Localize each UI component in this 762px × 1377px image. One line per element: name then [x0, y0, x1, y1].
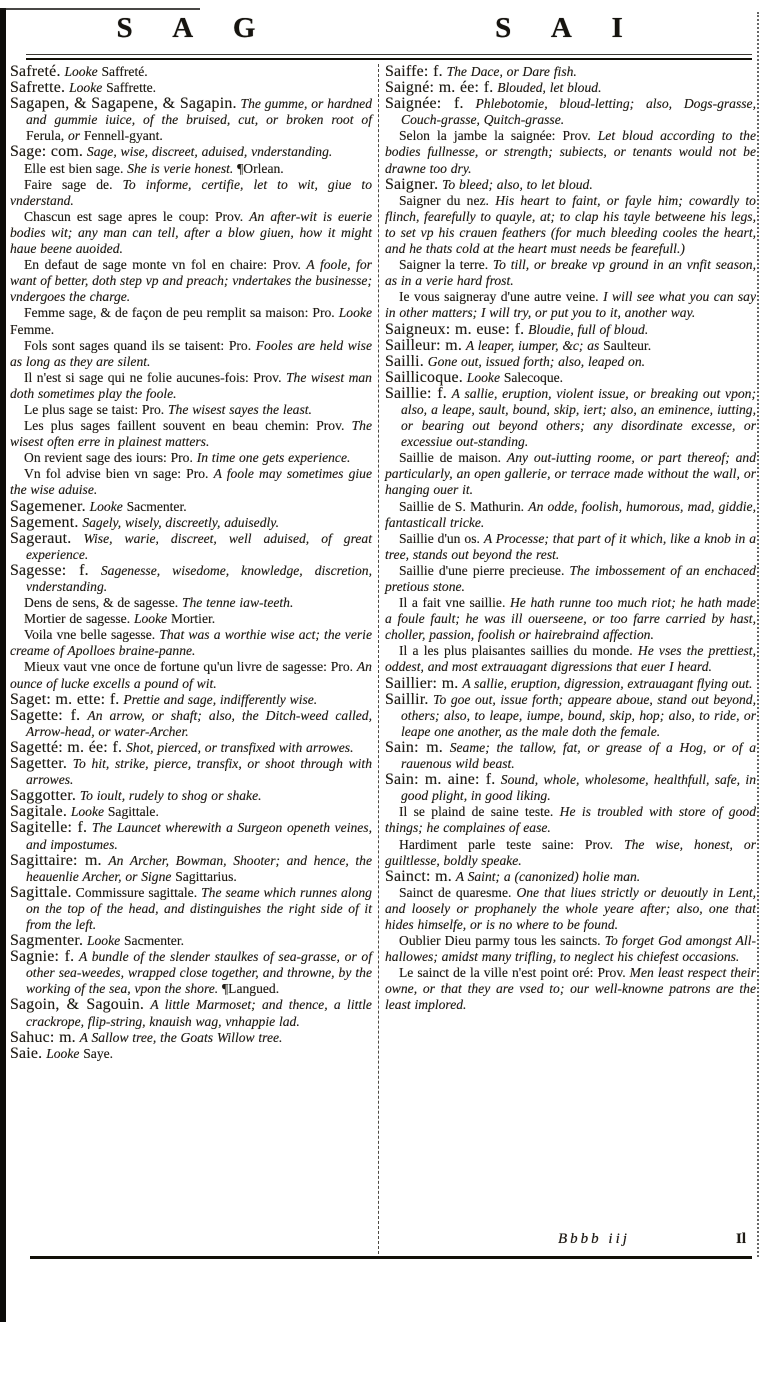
phrase-text: ¶Langued.: [222, 981, 280, 997]
english-gloss: Bloudie, full of bloud.: [528, 321, 649, 337]
english-gloss: A Saint; a (canonized) holie man.: [455, 868, 641, 884]
sub-entry: [385, 193, 756, 257]
entry: [10, 756, 372, 788]
english-gloss: Looke: [69, 80, 103, 96]
english-gloss: A foole may sometimes giue the wise aduise.: [10, 466, 372, 498]
phrase-text: Ferula,: [26, 128, 65, 144]
text-columns: [10, 64, 756, 1254]
english-gloss: A Sallow tree, the Goats Willow tree.: [79, 1029, 283, 1045]
sub-entry: [385, 804, 756, 836]
headword: Sagetter.: [10, 755, 68, 773]
english-gloss: Seame; the tallow, fat, or grease of a Hog, or of a rauenous wild beast.: [401, 739, 756, 772]
headword: Sagitale.: [10, 803, 68, 821]
headword: Sailleur: m.: [385, 336, 463, 354]
phrase-text: Mieux vaut vne once de fortune qu'un livre de sagesse: Pro.: [24, 659, 354, 675]
page-left-frame: [0, 8, 6, 1322]
english-gloss: A foole, for want of better, doth step vp and preach; vndertakes the businesse; vndergoes the charge.: [10, 257, 372, 305]
english-gloss: Sage, wise, discreet, aduised, vnderstanding.: [86, 144, 333, 160]
english-gloss: To bleed; also, to let bloud.: [442, 176, 593, 192]
phrase-text: Chascun est sage apres le coup: Prov.: [24, 208, 244, 224]
headword: Saigneux: m. euse: f.: [385, 320, 525, 338]
english-gloss: The wisest often erre in plainest matters.: [10, 418, 372, 450]
sub-entry: [10, 611, 372, 627]
headword: Saget: m. ette: f.: [10, 690, 120, 708]
phrase-text: Les plus sages faillent souvent en beau chemin: Prov.: [24, 418, 345, 434]
signature-mark: Bbbb iij: [558, 1231, 630, 1247]
english-gloss: To ioult, rudely to shog or shake.: [79, 788, 262, 804]
english-gloss: Looke: [46, 1045, 80, 1061]
entry: [10, 692, 372, 708]
headword: Safrette.: [10, 79, 66, 97]
footer-line: [383, 1231, 746, 1248]
headword: Sagittaire: m.: [10, 851, 102, 869]
entry: [10, 853, 372, 885]
english-gloss: The wisest man doth sometimes play the foole.: [10, 369, 372, 401]
english-gloss: Shot, pierced, or transfixed with arrowes.: [125, 739, 354, 755]
headword: Saiffe: f.: [385, 64, 443, 80]
english-gloss: An odde, foolish, humorous, mad, giddie, fantasticall tricke.: [385, 498, 756, 530]
phrase-text: Ie vous saigneray d'une autre veine.: [399, 289, 599, 305]
sub-entry: [385, 531, 756, 563]
headword: Saillier: m.: [385, 674, 459, 692]
phrase-text: Hardiment parle teste saine: Prov.: [399, 836, 614, 852]
phrase-text: Fennell-gyant.: [83, 128, 163, 144]
headword: Sagoin, & Sagouin.: [10, 996, 145, 1014]
english-gloss: She is verie honest.: [127, 160, 234, 176]
entry: [385, 370, 756, 386]
entry: [10, 499, 372, 515]
sub-entry: [385, 965, 756, 1013]
sub-entry: [10, 177, 372, 209]
phrase-text: Femme.: [10, 321, 55, 337]
sub-entry: [385, 128, 756, 176]
entry: [385, 64, 756, 80]
page-right-frame: [757, 12, 759, 1257]
english-gloss: Sound, whole, wholesome, healthfull, safe, in good plight, in good liking.: [401, 772, 756, 804]
phrase-text: On revient sage des iours: Pro.: [24, 450, 193, 466]
entry: [10, 933, 372, 949]
running-head-left: S A G: [116, 12, 273, 44]
entry: [10, 531, 372, 563]
english-gloss: A sallie, eruption, digression, extrauagant flying out.: [462, 675, 753, 691]
english-gloss: To informe, certifie, let to wit, giue to vnderstand.: [10, 176, 372, 208]
sub-entry: [385, 837, 756, 869]
english-gloss: Looke: [64, 64, 98, 79]
english-gloss: Looke: [133, 611, 168, 627]
phrase-text: Femme sage, & de façon de peu remplit sa maison: Pro.: [24, 305, 335, 321]
entry: [10, 708, 372, 740]
headword: Sain: m. aine: f.: [385, 771, 496, 789]
headword: Sagittale.: [10, 883, 72, 901]
entry: [385, 96, 756, 128]
entry: [10, 96, 372, 144]
entry: [10, 1046, 372, 1062]
phrase-text: Sacmenter.: [123, 933, 185, 949]
phrase-text: Saffrette.: [106, 80, 157, 96]
headword: Sagesse: f.: [10, 561, 89, 579]
headword: Saillie: f.: [385, 384, 447, 402]
english-gloss: Looke: [70, 804, 105, 820]
entry: [10, 788, 372, 804]
english-gloss: He is troubled with store of good things; he complaines of ease.: [385, 804, 756, 836]
english-gloss: A little Marmoset; and thence, a little crackrope, flip-string, knauish wag, vnhappie lad.: [26, 997, 372, 1029]
sub-entry: [10, 305, 372, 337]
headword: Saignée: f.: [385, 95, 464, 113]
entry: [10, 885, 372, 933]
headword: Sagemener.: [10, 497, 86, 515]
phrase-text: Mortier.: [170, 611, 216, 627]
english-gloss: An after-wit is euerie bodies wit; any man can tell, after a blow giuen, how it might haue beene auoided.: [10, 208, 373, 257]
english-gloss: A leaper, iumper, &c; as: [465, 337, 600, 353]
column-left: [10, 64, 374, 1254]
running-head-row: [8, 12, 754, 52]
sub-entry: [10, 627, 372, 659]
phrase-text: Saillie d'une pierre precieuse.: [399, 562, 565, 578]
english-gloss: Blouded, let bloud.: [497, 80, 602, 96]
column-right: [383, 64, 756, 1254]
headword: Sagement.: [10, 513, 79, 531]
phrase-text: Saillie de maison.: [399, 450, 501, 466]
english-gloss: Men least respect their owne, or that they are vsed to; our well-knowne patrons are the least implored.: [385, 965, 756, 1013]
phrase-text: Sainct de quaresme.: [399, 884, 512, 900]
entry: [10, 563, 372, 595]
headword: Sagnie: f.: [10, 948, 75, 966]
sub-entry: [10, 370, 372, 402]
sub-entry: [10, 659, 372, 691]
headword: Sagitelle: f.: [10, 819, 88, 837]
phrase-text: Saigner la terre.: [399, 257, 489, 273]
entry: [385, 338, 756, 354]
phrase-text: Saillie de S. Mathurin.: [399, 498, 525, 514]
english-gloss: The tenne iaw-teeth.: [181, 595, 294, 611]
phrase-text: Saulteur.: [603, 337, 652, 353]
sub-entry: [10, 595, 372, 611]
headword: Sagapen, & Sagapene, & Sagapin.: [10, 95, 237, 113]
bottom-rule: [30, 1256, 752, 1259]
english-gloss: A Processe; that part of it which, like a knob in a tree, stands out beyond the rest.: [385, 530, 756, 562]
headword: Sage: com.: [10, 143, 84, 161]
english-gloss: To goe out, issue forth; appeare aboue, stand out beyond, others; also, to leape, iumpe, bound, skip, hop; also, to ride, or leape one another, as the male doth the female.: [401, 691, 756, 739]
phrase-text: Dens de sens, & de sagesse.: [24, 595, 179, 611]
sub-entry: [385, 450, 756, 498]
headword: Sagmenter.: [10, 932, 84, 950]
sub-entry: [385, 289, 756, 321]
entry: [385, 772, 756, 804]
headword: Safreté.: [10, 64, 61, 80]
sub-entry: [10, 418, 372, 450]
entry: [10, 80, 372, 96]
phrase-text: Oublier Dieu parmy tous les saincts.: [399, 933, 601, 949]
entry: [10, 804, 372, 820]
english-gloss: Fooles are held wise as long as they are silent.: [10, 337, 372, 369]
english-gloss: In time one gets experience.: [196, 450, 351, 466]
catchword: Il: [735, 1231, 746, 1247]
english-gloss: Gone out, issued forth; also, leaped on.: [427, 353, 646, 369]
phrase-text: Saillie d'un os.: [399, 530, 480, 546]
header-rule: [26, 54, 752, 60]
phrase-text: Il se plaind de saine teste.: [399, 804, 554, 820]
phrase-text: Voila vne belle sagesse.: [24, 627, 156, 643]
headword: Saillicoque.: [385, 368, 463, 386]
phrase-text: Saye.: [83, 1045, 114, 1061]
sub-entry: [10, 209, 372, 257]
english-gloss: Looke: [466, 369, 500, 385]
entry: [385, 386, 756, 450]
english-gloss: His heart to faint, or fayle him; cowardly to flinch, fearefully to quayle, at; to clap his tayle betweene his legs, to set vp his crauen feathers (for much bleeding cooles the heart, and he thats cold at the heart must needs be fearefull.): [385, 192, 756, 257]
sub-entry: [385, 257, 756, 289]
english-gloss: The imbossement of an enchaced pretious stone.: [385, 562, 756, 594]
phrase-text: Vn fol advise bien vn sage: Pro.: [24, 466, 209, 482]
entry: [385, 740, 756, 772]
english-gloss: He vses the prettiest, oddest, and most extrauagant digressions that euer I heard.: [385, 643, 756, 675]
english-gloss: An arrow, or shaft; also, the Ditch-weed called, Arrow-head, or water-Archer.: [26, 707, 372, 739]
sub-entry: [385, 563, 756, 595]
english-gloss: Let bloud according to the bodies fullnesse, or strength; subiects, or tenants would not be drawne too dry.: [385, 128, 756, 176]
sub-entry: [385, 933, 756, 965]
phrase-text: Sagittale.: [107, 804, 159, 820]
phrase-text: Le sainct de la ville n'est point oré: Prov.: [399, 965, 626, 981]
sub-entry: [385, 499, 756, 531]
entry: [10, 64, 372, 80]
headword: Sahuc: m.: [10, 1028, 76, 1046]
entry: [385, 80, 756, 96]
headword: Saigné: m. ée: f.: [385, 79, 494, 97]
english-gloss: Wise, warie, discreet, well aduised, of great experience.: [26, 530, 372, 562]
entry: [385, 869, 756, 885]
sub-entry: [385, 885, 756, 933]
english-gloss: An ounce of lucke excells a pound of wit.: [10, 659, 372, 691]
page-top-frame: [0, 8, 200, 10]
english-gloss: The Launcet wherewith a Surgeon openeth veines, and impostumes.: [26, 820, 372, 852]
english-gloss: Any out-iutting roome, or part thereof; and particularly, an open gallerie, or terrace made without the wall, or hanging ouer it.: [385, 450, 756, 498]
headword: Sageraut.: [10, 529, 72, 547]
english-gloss: The wisest sayes the least.: [168, 401, 312, 417]
headword: Sagette: f.: [10, 706, 81, 724]
phrase-text: En defaut de sage monte vn fol en chaire: Prov.: [24, 257, 301, 273]
phrase-text: Sacmenter.: [126, 498, 187, 514]
entry: [10, 997, 372, 1029]
headword: Sain: m.: [385, 738, 443, 756]
english-gloss: The gumme, or hardned and gummie iuice, of the bruised, cut, or broken root of: [26, 96, 372, 128]
entry: [10, 144, 372, 160]
english-gloss: A bundle of the slender staulkes of sea-grasse, or of other sea-weedes, wrapped close together, and throwne, by the working of the sea, vpon the shore.: [26, 949, 372, 997]
headword: Saillir.: [385, 690, 429, 708]
sub-entry: [385, 643, 756, 675]
english-gloss: To hit, strike, pierce, transfix, or shoot through with arrowes.: [26, 756, 372, 788]
english-gloss: The Dace, or Dare fish.: [446, 64, 577, 79]
sub-entry: [10, 338, 372, 370]
entry: [385, 177, 756, 193]
english-gloss: To till, or breake vp ground in an vnfit season, as in a verie hard frost.: [385, 257, 756, 289]
phrase-text: Le plus sage se taist: Pro.: [24, 401, 165, 417]
headword: Sagetté: m. ée: f.: [10, 738, 123, 756]
english-gloss: Sagely, wisely, discreetly, aduisedly.: [82, 514, 279, 530]
english-gloss: Looke: [338, 305, 372, 321]
english-gloss: Sagenesse, wisedome, knowledge, discretion, vnderstanding.: [26, 562, 372, 594]
phrase-text: Saigner du nez.: [399, 192, 489, 208]
column-divider: [378, 64, 379, 1254]
english-gloss: That was a worthie wise act; the verie creame of Apolloes braine-panne.: [10, 627, 372, 659]
english-gloss: or: [67, 128, 81, 144]
english-gloss: Phlebotomie, bloud-letting; also, Dogs-grasse, Couch-grasse, Quitch-grasse.: [401, 96, 756, 128]
entry: [10, 740, 372, 756]
headword: Saigner.: [385, 175, 439, 193]
entry: [385, 676, 756, 692]
sub-entry: [385, 595, 756, 643]
entry: [385, 322, 756, 338]
entry: [10, 949, 372, 997]
english-gloss: To forget God amongst All-hallowes; amidst many trifling, to neglect his chiefest occasions.: [385, 933, 756, 965]
phrase-text: Faire sage de.: [24, 176, 113, 192]
phrase-text: Selon la jambe la saignée: Prov.: [399, 128, 591, 144]
entry: [10, 1030, 372, 1046]
phrase-text: Il a fait vne saillie.: [399, 595, 506, 611]
entry: [10, 820, 372, 852]
phrase-text: Il a les plus plaisantes saillies du monde.: [399, 643, 633, 659]
phrase-text: Mortier de sagesse.: [24, 611, 131, 627]
headword: Saie.: [10, 1044, 43, 1062]
sub-entry: [10, 466, 372, 498]
english-gloss: A sallie, eruption, violent issue, or breaking out vpon; also, a leape, sault, bound, skip, iert; also, an eminence, iutting, or bearing out beyond others; any disordinate excesse, or excessiue out-standing.: [401, 385, 756, 450]
phrase-text: Elle est bien sage.: [24, 160, 124, 176]
english-gloss: He hath runne too much riot; he hath made a foule fault; he was ill ouerseene, or too farre carried by hast, choller, passion, foolish or hairebraind affection.: [385, 595, 756, 643]
headword: Sainct: m.: [385, 867, 452, 885]
english-gloss: Prettie and sage, indifferently wise.: [123, 691, 318, 707]
phrase-text: Salecoque.: [503, 369, 564, 385]
english-gloss: Looke: [89, 498, 123, 514]
entry: [385, 354, 756, 370]
english-gloss: I will see what you can say in other matters; I will try, or put you to it, another way.: [385, 289, 756, 321]
english-gloss: One that liues strictly or deuoutly in Lent, and loosely or prophanely the whole yeare after; also, one that hides himselfe, or is no where to be found.: [385, 884, 756, 932]
english-gloss: An Archer, Bowman, Shooter; and hence, the heauenlie Archer, or Signe: [26, 852, 372, 884]
phrase-text: Sagittarius.: [175, 868, 237, 884]
english-gloss: The seame which runnes along on the top of the head, and distinguishes the right side of it from the left.: [26, 884, 372, 932]
phrase-text: Il n'est si sage qui ne folie aucunes-fois: Prov.: [24, 369, 282, 385]
headword: Sailli.: [385, 352, 424, 370]
phrase-text: ¶Orlean.: [237, 160, 284, 176]
headword: Saggotter.: [10, 787, 77, 805]
phrase-text: Fols sont sages quand ils se taisent: Pro.: [24, 337, 252, 353]
phrase-text: Commissure sagittale.: [75, 884, 198, 900]
entry: [10, 515, 372, 531]
english-gloss: Looke: [86, 933, 121, 949]
entry: [385, 692, 756, 740]
sub-entry: [10, 257, 372, 305]
sub-entry: [10, 161, 372, 177]
english-gloss: The wise, honest, or guiltlesse, boldly speake.: [385, 836, 756, 868]
sub-entry: [10, 402, 372, 418]
sub-entry: [10, 450, 372, 466]
running-head-right: S A I: [495, 12, 640, 44]
phrase-text: Saffreté.: [101, 64, 148, 79]
